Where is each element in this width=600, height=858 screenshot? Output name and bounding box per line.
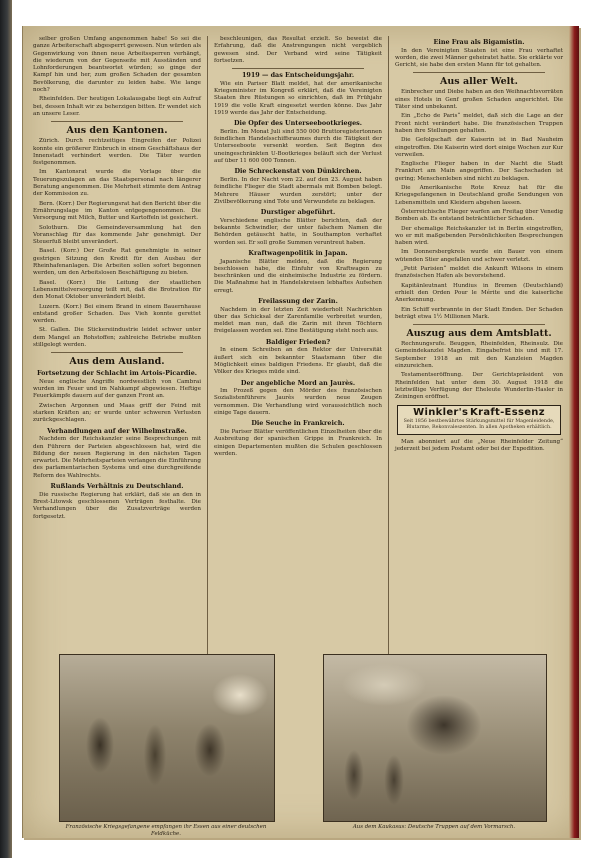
- article-heading: Die Schreckenstat von Dünkirchen.: [234, 167, 362, 176]
- article-heading: Der angebliche Mord an Jaurès.: [240, 378, 356, 387]
- paragraph: Basel. (Korr.) Der Große Rat genehmigte in seiner gestrigen Sitzung den Kredit für den Ausbau der Rheinhafenanlagen. Die Arbeiten sollen sofort begonnen werden, um den Arbeitslosen Beschäftigung zu bieten.: [33, 248, 201, 277]
- paragraph: Im Donnersbergkreis wurde ein Bauer von einem wütenden Stier angefallen und schwer verletzt.: [395, 249, 563, 263]
- column-rule: [207, 36, 208, 656]
- paragraph: Neue englische Angriffe nordwestlich von Cambrai wurden im Feuer und im Nahkampf abgewiesen. Heftige Feuerkämpfe dauern auf der ganzen Front an.: [33, 378, 201, 400]
- paragraph: Solothurn. Die Gemeindeversammlung hat den Voranschlag für das kommende Jahr genehmigt. Der Steuerfuß bleibt unverändert.: [33, 224, 201, 246]
- section-heading: Aus aller Welt.: [440, 76, 518, 88]
- photo-caption: Aus dem Kaukasus: Deutsche Truppen auf dem Vormarsch.: [352, 824, 516, 830]
- paragraph: Ein Schiff verbrannte in der Stadt Emden. Der Schaden beträgt etwa 1½ Millionen Mark.: [395, 306, 563, 320]
- binding-spine: [569, 26, 579, 838]
- paragraph: Zürich. Durch rechtzeitiges Eingreifen der Polizei konnte ein größerer Einbruch in einem Geschäftshaus der Innenstadt verhindert werden. Die Täter wurden festgenommen.: [33, 138, 201, 167]
- column-middle: [214, 36, 382, 460]
- paragraph: Rheinfelden. Der heutigen Lokalausgabe liegt ein Aufruf bei, dessen Inhalt wir zu beherzigen bitten. Er wendet sich an unsere Leser.: [33, 96, 201, 117]
- photo-field-kitchen: [59, 654, 275, 822]
- column-rule: [388, 36, 389, 656]
- paragraph: Luzern. (Korr.) Bei einem Brand in einem Bauernhause entstand großer Schaden. Das Vieh konnte gerettet werden.: [33, 303, 201, 325]
- photo-troops-march: [323, 654, 547, 822]
- column-left: [33, 36, 201, 523]
- paragraph: Japanische Blätter melden, daß die Regierung beschlossen habe, die Einfuhr von Kraftwagen zu beschränken und die einheimische Industrie zu fördern. Die Maßnahme hat in Handelskreisen lebhaftes Aufsehen erregt.: [214, 258, 382, 294]
- paragraph: Berlin. Im Monat Juli sind 550 000 Bruttoregistertonnen feindlichen Handelsschiffsraumes durch die Tätigkeit der Unterseeboote versenkt worden. Seit Beginn des uneingeschränkten U-Bootkrieges beläuft sich der Verlust auf über 11 600 000 Tonnen.: [214, 128, 382, 165]
- paragraph: St. Gallen. Die Stickereiindustrie leidet schwer unter dem Mangel an Rohstoffen; zahlreiche Betriebe mußten stillgelegt werden.: [33, 327, 201, 348]
- book-edge: [0, 0, 12, 858]
- newspaper-page: [22, 26, 579, 838]
- paragraph: Testamentseröffnung. Der Gerichtspräsident von Rheinfelden hat unter dem 30. August 1918 die letztwillige Verfügung der Eheleute Wunderlin-Hasler in Zeiningen eröffnet.: [395, 372, 563, 401]
- paragraph: Der ehemalige Reichskanzler ist in Berlin eingetroffen, wo er mit maßgebenden Persönlichkeiten Besprechungen haben wird.: [395, 225, 563, 247]
- paragraph: Die Gefolgschaft der Kaiserin ist in Bad Nauheim eingetroffen. Die Kaiserin wird dort einige Wochen zur Kur verweilen.: [395, 137, 563, 158]
- article-heading: Eine Frau als Bigamistin.: [433, 38, 525, 46]
- article-heading: Die Opfer des Unterseebootkrieges.: [234, 119, 362, 128]
- article-heading: Freilassung der Zarin.: [258, 296, 338, 305]
- paragraph: In den Vereinigten Staaten ist eine Frau verhaftet worden, die zwei Männer geheiratet hatte. Sie erklärte vor Gericht, sie habe den ersten Mann für tot gehalten.: [395, 47, 563, 69]
- paragraph: Verschiedene englische Blätter berichten, daß der bekannte Schwindler, der unter falschem Namen die Behörden getäuscht hatte, in Southampton verhaftet worden sei. Er soll große Summen veruntreut haben.: [214, 217, 382, 246]
- ad-brand: Winkler's: [413, 407, 469, 419]
- paragraph: Wie ein Pariser Blatt meldet, hat der amerikanische Kriegsminister im Kongreß erklärt, daß die Vereinigten Staaten ihre Rüstungen so einrichten, daß im Frühjahr 1919 die volle Kraft eingesetzt werden könne. Das Jahr 1919 werde das Jahr der Entscheidung.: [214, 80, 382, 116]
- article-heading: Die Seuche in Frankreich.: [251, 419, 345, 428]
- paragraph: Bern. (Korr.) Der Regierungsrat hat den Bericht über die Ernährungslage im Kanton entgegengenommen. Die Versorgung mit Milch, Butter und Kartoffeln ist gesichert.: [33, 200, 201, 222]
- article-heading: 1919 — das Entscheidungsjahr.: [241, 71, 355, 80]
- separator: [51, 121, 183, 122]
- paragraph: Einbrecher und Diebe haben an den Weihnachtsvorräten eines Hotels in Genf großen Schaden angerichtet. Die Täter sind unbekannt.: [395, 89, 563, 111]
- ad-brand: Kraft-Essenz: [470, 407, 545, 419]
- paragraph: Rechnungsrufe. Beuggen, Rheinfelden, Rheinsulz. Die Gemeindekanzlei Magden. Eingabefrist bis und mit 17. September 1918 an mit den Kanzleien Magden einzureichen.: [395, 341, 563, 369]
- paragraph: Im Kantonsrat wurde die Vorlage über die Teuerungszulagen an das Staatspersonal nach längerer Beratung angenommen. Die Mehrheit stimmte dem Antrag der Kommission zu.: [33, 169, 201, 198]
- paragraph: Englische Flieger haben in der Nacht die Stadt Frankfurt am Main angegriffen. Der Sachschaden ist gering; Menschenleben sind nicht zu beklagen.: [395, 161, 563, 182]
- advertisement-box: [397, 405, 561, 434]
- paragraph: Man abonniert auf die „Neue Rheinfelder Zeitung“ jederzeit bei jedem Postamt oder bei der Expedition.: [395, 438, 563, 453]
- article-heading: Kraftwagenpolitik in Japan.: [248, 248, 348, 257]
- separator: [51, 352, 183, 353]
- paragraph: Basel. (Korr.) Die Leitung der staatlichen Lebensmittelversorgung teilt mit, daß die Brotration für den Monat Oktober unverändert bleibt.: [33, 279, 201, 301]
- paragraph: Die Amerikanische Rote Kreuz hat für die Kriegsgefangenen in Deutschland große Sendungen von Lebensmitteln und Kleidern abgehen lassen.: [395, 185, 563, 206]
- section-heading: Aus dem Ausland.: [69, 356, 165, 368]
- article-heading: Baldiger Frieden?: [265, 337, 331, 346]
- separator: [413, 72, 545, 73]
- paragraph: „Petit Parisien“ meldet die Ankunft Wilsons in einem französischen Hafen als bevorstehend.: [395, 266, 563, 280]
- paragraph: Nachdem der Reichskanzler seine Besprechungen mit den Führern der Parteien abgeschlossen hat, wird die Bildung der neuen Regierung in den nächsten Tagen erwartet. Die Mehrheitsparteien verlangen die Einführung des parlamentarischen Systems und eine durchgreifende Reform des Wahlrechts.: [33, 436, 201, 479]
- paragraph: selber großen Umfang angenommen habe! So sei die ganze Arbeiterschaft abgesperrt gewesen. Nun würden als Gegenwirkung von ihnen neue Arbeitssperren verhängt, die wiederum von der Gegenseite mit Ausständen und Lohnforderungen beantwortet würden; so ginge der Kampf hin und her, zum großen Schaden der gesamten Bevölkerung, die darunter zu leiden habe. Wie lange noch?: [33, 36, 201, 94]
- paragraph: Zwischen Argonnen und Maas griff der Feind mit starken Kräften an; er wurde unter schweren Verlusten zurückgeschlagen.: [33, 402, 201, 424]
- separator: [413, 324, 545, 325]
- paragraph: beschleunigen, das Resultat erzielt. So beweist die Erfahrung, daß die Anstrengungen nicht vergeblich gewesen sind. Der Verband wird seine Tätigkeit fortsetzen.: [214, 36, 382, 64]
- paragraph: Ein „Echo de Paris“ meldet, daß sich die Lage an der Front nicht verändert habe. Die französischen Truppen haben ihre Stellungen gehalten.: [395, 113, 563, 134]
- article-heading: Fortsetzung der Schlacht im Artois-Picardie.: [36, 369, 197, 378]
- ad-tagline: Seit 1856 bestbewährtes Stärkungsmittel für Magenleidende, Blutarme, Rekonvaleszenten. In allen Apotheken erhältlich.: [403, 418, 555, 430]
- paragraph: Die russische Regierung hat erklärt, daß sie an den in Brest-Litowsk geschlossenen Verträgen festhalte. Die Verhandlungen über die Zusatzverträge werden fortgesetzt.: [33, 491, 201, 520]
- paragraph: Berlin. In der Nacht vom 22. auf den 23. August haben feindliche Flieger die Stadt abermals mit Bomben belegt. Mehrere Häuser wurden zerstört; unter der Zivilbevölkerung sind Tote und Verwundete zu beklagen.: [214, 176, 382, 205]
- section-heading: Aus den Kantonen.: [66, 125, 168, 137]
- separator: [232, 68, 364, 69]
- paragraph: Die Pariser Blätter veröffentlichen Einzelheiten über die Ausbreitung der spanischen Grippe in Frankreich. In einigen Departementen mußten die Schulen geschlossen werden.: [214, 428, 382, 457]
- section-heading: Auszug aus dem Amtsblatt.: [406, 328, 552, 340]
- column-right: [395, 36, 563, 455]
- paragraph: Kapitänleutnant Hundius in Bremen (Deutschland) erhielt den Orden Pour le Mérite und die kaiserliche Anerkennung.: [395, 282, 563, 304]
- article-heading: Rußlands Verhältnis zu Deutschland.: [50, 482, 184, 491]
- paragraph: Nachdem in der letzten Zeit wiederholt Nachrichten über das Schicksal der Zarenfamilie verbreitet wurden, meldet man nun, daß die Zarin mit ihren Töchtern freigelassen worden sei. Eine Bestätigung steht noch aus.: [214, 306, 382, 335]
- paragraph: Österreichische Flieger warfen am Freitag über Venedig Bomben ab. Es entstand beträchtlicher Schaden.: [395, 208, 563, 223]
- paragraph: In einem Schreiben an den Rektor der Universität äußert sich ein bekannter Staatsmann über die Möglichkeit eines baldigen Friedens. Er glaubt, daß die Völker des Krieges müde sind.: [214, 347, 382, 376]
- article-heading: Durstiger abgeführt.: [260, 208, 336, 217]
- paragraph: Im Prozeß gegen den Mörder des französischen Sozialistenführers Jaurès wurden neue Zeugen vernommen. Die Verhandlung wird voraussichtlich noch einige Tage dauern.: [214, 388, 382, 417]
- article-heading: Verhandlungen auf der Wilhelmstraße.: [47, 426, 187, 435]
- photo-caption: Französische Kriegsgefangene empfangen ihr Essen aus einer deutschen Feldküche.: [65, 824, 267, 837]
